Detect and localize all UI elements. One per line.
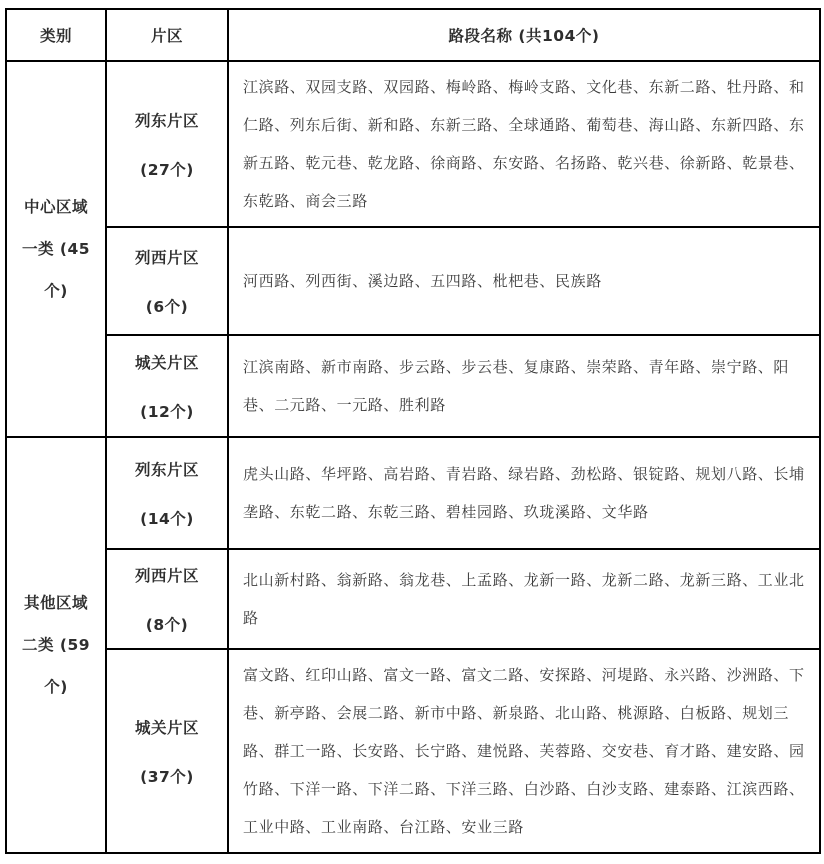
header-district: 片区 (106, 9, 228, 61)
category-cell-other: 其他区域 二类 (59 个) (6, 437, 106, 853)
roads-cell: 河西路、列西街、溪边路、五四路、枇杷巷、民族路 (228, 227, 820, 335)
district-count: (12个) (140, 402, 194, 421)
road-classification-table (5, 8, 821, 854)
district-name: 列东片区 (134, 111, 199, 130)
table-row (6, 437, 820, 549)
header-row (6, 9, 820, 61)
roads-cell: 江滨路、双园支路、双园路、梅岭路、梅岭支路、文化巷、东新二路、牡丹路、和仁路、列东后街、新和路、东新三路、全球通路、葡萄巷、海山路、东新四路、东新五路、乾元巷、乾龙路、徐商路、东安路、名扬路、乾兴巷、徐新路、乾景巷、东乾路、商会三路 (228, 61, 820, 227)
header-roads: 路段名称 (共104个) (228, 9, 820, 61)
district-cell (106, 549, 228, 649)
table-row (6, 335, 820, 437)
table-row (6, 549, 820, 649)
table-row (6, 61, 820, 227)
district-count: (27个) (140, 160, 194, 179)
district-name: 列西片区 (134, 566, 199, 585)
district-name: 列西片区 (134, 248, 199, 267)
district-name: 列东片区 (134, 460, 199, 479)
roads-cell: 北山新村路、翁新路、翁龙巷、上孟路、龙新一路、龙新二路、龙新三路、工业北路 (228, 549, 820, 649)
roads-cell: 虎头山路、华坪路、高岩路、青岩路、绿岩路、劲松路、银锭路、规划八路、长埔垄路、东乾二路、东乾三路、碧桂园路、玖珑溪路、文华路 (228, 437, 820, 549)
district-count: (14个) (140, 509, 194, 528)
district-cell (106, 649, 228, 853)
roads-cell: 富文路、红印山路、富文一路、富文二路、安探路、河堤路、永兴路、沙洲路、下巷、新亭路、会展二路、新市中路、新泉路、北山路、桃源路、白板路、规划三路、群工一路、长安路、长宁路、建悦路、芙蓉路、交安巷、育才路、建安路、园竹路、下洋一路、下洋二路、下洋三路、白沙路、白沙支路、建泰路、江滨西路、工业中路、工业南路、台江路、安业三路 (228, 649, 820, 853)
district-count: (8个) (145, 615, 189, 634)
district-cell (106, 61, 228, 227)
district-count: (37个) (140, 767, 194, 786)
district-name: 城关片区 (134, 353, 199, 372)
roads-cell: 江滨南路、新市南路、步云路、步云巷、复康路、崇荣路、青年路、崇宁路、阳巷、二元路、一元路、胜利路 (228, 335, 820, 437)
table-row (6, 227, 820, 335)
district-cell (106, 227, 228, 335)
district-cell (106, 437, 228, 549)
table-row (6, 649, 820, 853)
header-category: 类别 (6, 9, 106, 61)
district-cell (106, 335, 228, 437)
district-name: 城关片区 (134, 718, 199, 737)
category-cell-central: 中心区域 一类 (45 个) (6, 61, 106, 437)
district-count: (6个) (145, 297, 189, 316)
